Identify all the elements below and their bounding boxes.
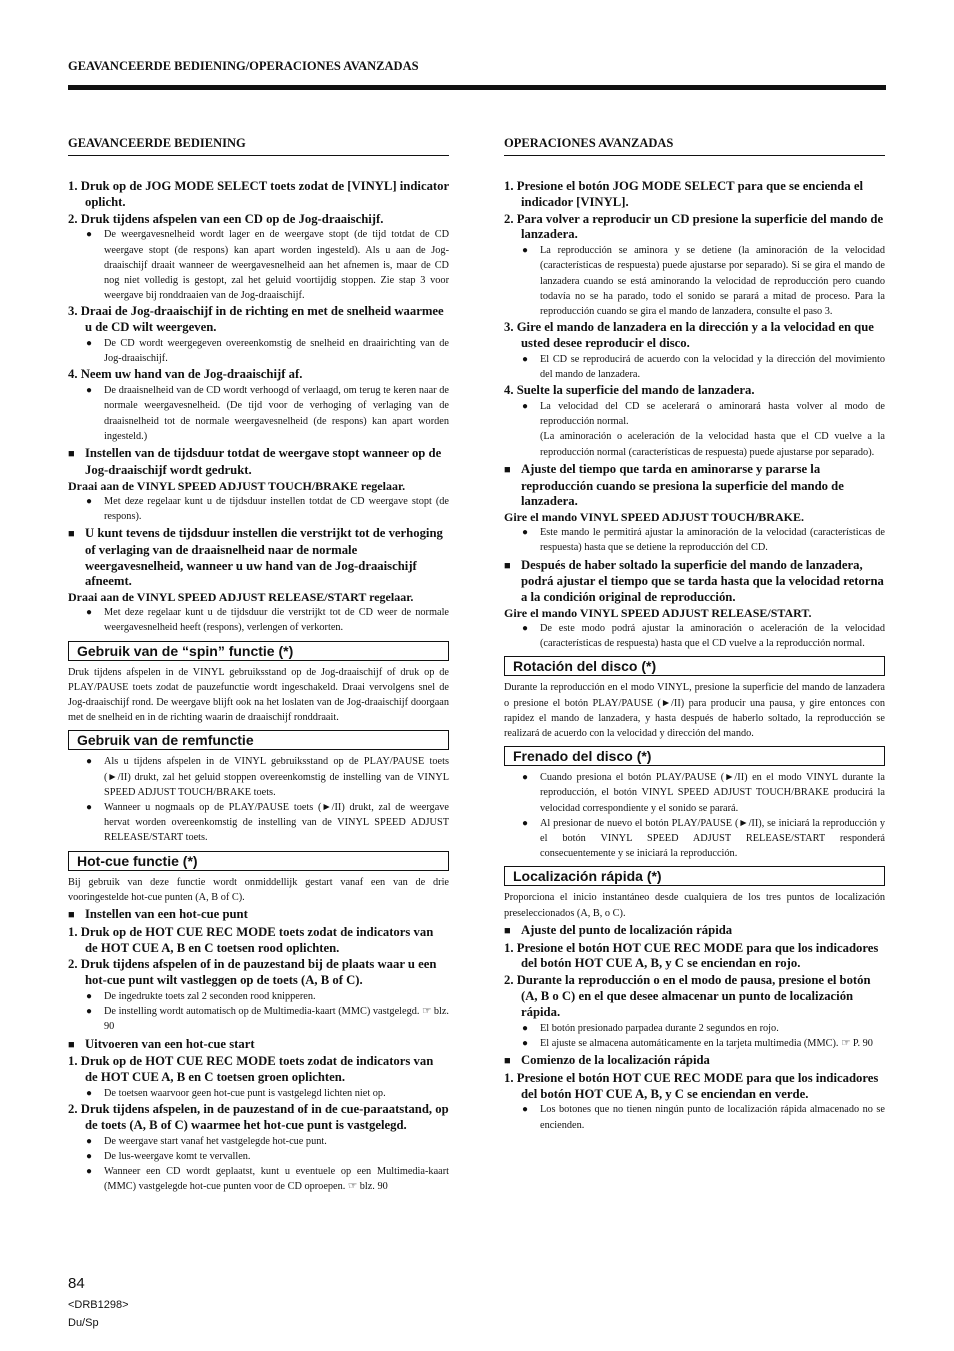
bullet-item: ● El ajuste se almacena automáticamente en la tarjeta multimedia (MMC). ☞ P. 90 — [504, 1036, 885, 1051]
bullet-icon: ● — [522, 245, 529, 257]
bullet-item: ● La velocidad del CD se acelerará o aminorará hasta volver al modo de reproducción normal. — [522, 401, 885, 428]
page-header: GEAVANCEERDE BEDIENING/OPERACIONES AVANZADAS — [68, 59, 419, 73]
bullet-item: ● Este mando le permitirá ajustar la aminoración de la velocidad (características de respuesta) hasta que se detiene la reproducción del CD. — [522, 527, 885, 554]
step: 4. Suelte la superficie del mando de lanzadera. — [504, 383, 755, 398]
step: 1. Presione el botón HOT CUE REC MODE para que los indicadores del botón HOT CUE A, B, y C se enciendan en verde. — [504, 1070, 879, 1101]
section-title-hot-cue: Hot-cue functie (*) — [68, 851, 449, 871]
bullet-item: ● De lus-weergave komt te vervallen. — [68, 1149, 449, 1164]
bullet-icon: ● — [86, 802, 93, 814]
square-icon: ■ — [68, 528, 75, 541]
language-code: Du/Sp — [68, 1317, 99, 1329]
bullet-icon: ● — [522, 1037, 529, 1049]
bullet-continuation: (La aminoración o aceleración de la velocidad hasta que el CD vuelve a la reproducción normal (características de respuesta) puede ajustarse por separado). — [540, 431, 885, 458]
step: 3. Draai de Jog-draaischijf in de richting en met de snelheid waarmee u de CD wilt weergeven. — [68, 304, 444, 335]
paragraph: Durante la reproducción en el modo VINYL, presione la superficie del mando de lanzadera o presione el botón PLAY/PAUSE (►/II) para producir una pausa, y gire entonces con rapidez el mando de lanzadera, y hasta después de haberlo soltado, la reproducción se realizará de acuerdo con la velocidad y dirección del mando. — [504, 682, 885, 740]
paragraph: Proporciona el inicio instantáneo desde cualquiera de los tres puntos de localización preseleccionados (A, B, o C). — [504, 892, 885, 919]
step: 2. Durante la reproducción o en el modo de pausa, presione el botón (A, B o C) en el que desee almacenar un punto de localización rápida. — [504, 973, 871, 1019]
bullet-icon: ● — [522, 401, 529, 412]
square-icon: ■ — [68, 448, 75, 461]
section-title-frenado: Frenado del disco (*) — [504, 746, 885, 766]
section-title-remfunctie: Gebruik van de remfunctie — [68, 730, 449, 750]
header-rule — [68, 85, 886, 90]
bullet-item: ● El botón presionado parpadea durante 2 segundos en rojo. — [504, 1021, 885, 1036]
bullet-item: ● La reproducción se aminora y se detiene (la aminoración de la velocidad (características de respuesta) puede ajustarse por separado). Si se gira el mando de lanzadera cuando se está aminorando la velocidad de reproducción pero cuando todavía no se ha parado, todo el sonido se parará a mitad de proceso. Para la reproducción cuando se gira el mando de lanzadera, consulte el paso 3. — [522, 245, 885, 317]
paragraph: Bij gebruik van deze functie wordt onmiddellijk gestart vanaf een van de drie vooringestelde hot-cue punten (A, B of C). — [68, 876, 449, 903]
bullet-icon: ● — [86, 991, 93, 1003]
bullet-item: ● De CD wordt weergegeven overeenkomstig de snelheid en draairichting van de Jog-draaischijf. — [86, 338, 449, 365]
bullet-icon: ● — [86, 1166, 93, 1178]
subheading: Gire el mando VINYL SPEED ADJUST RELEASE/START. — [504, 606, 812, 620]
square-heading: ■ Después de haber soltado la superficie del mando de lanzadera, podrá ajustar el tiempo que se tarda hasta que la velocidad retorna a la condición original de reproducción. — [504, 557, 884, 605]
square-icon: ■ — [504, 1055, 511, 1068]
square-icon: ■ — [68, 1038, 75, 1051]
step: 3. Gire el mando de lanzadera en la dirección y a la velocidad en que usted desee reproducir el disco. — [504, 320, 874, 350]
step: 2. Druk tijdens afspelen van een CD op de Jog-draaischijf. — [68, 211, 384, 226]
step: 4. Neem uw hand van de Jog-draaischijf af. — [68, 367, 303, 382]
bullet-item: ● El CD se reproducirá de acuerdo con la velocidad y la dirección del movimiento del mando de lanzadera. — [522, 353, 885, 380]
right-title: OPERACIONES AVANZADAS — [504, 136, 885, 156]
bullet-icon: ● — [86, 229, 93, 241]
step: 2. Para volver a reproducir un CD presione la superficie del mando de lanzadera. — [504, 211, 884, 242]
step: 1. Druk op de JOG MODE SELECT toets zodat de [VINYL] indicator oplicht. — [68, 179, 449, 209]
bullet-item: ● Al presionar de nuevo el botón PLAY/PAUSE (►/II), se iniciará la reproducción y el botón VINYL SPEED ADJUST RELEASE/START responderá consecuentemente y se iniciará la reproducción. — [522, 817, 885, 860]
bullet-item: ● Met deze regelaar kunt u de tijdsduur instellen totdat de CD weergave stopt (de respons). — [86, 495, 449, 522]
page-number: 84 — [68, 1275, 85, 1292]
subheading: Gire el mando VINYL SPEED ADJUST TOUCH/BRAKE. — [504, 510, 804, 525]
bullet-item: ● Cuando presiona el botón PLAY/PAUSE (►/II) en el modo VINYL durante la reproducción, el botón VINYL SPEED ADJUST TOUCH/BRAKE producirá la velocidad correspondiente y el sonido se parará. — [522, 772, 885, 814]
bullet-icon: ● — [86, 338, 93, 349]
bullet-item: ● Wanneer u nogmaals op de PLAY/PAUSE toets (►/II) drukt, zal de weergave hervat worden overeenkomstig de instelling van de VINYL SPEED ADJUST RELEASE/START toets. — [86, 802, 449, 844]
bullet-icon: ● — [86, 495, 93, 507]
bullet-item: ● De instelling wordt automatisch op de Multimedia-kaart (MMC) vastgelegd. ☞ blz. 90 — [86, 1006, 449, 1033]
bullet-icon: ● — [86, 1151, 93, 1163]
bullet-item: ● Wanneer een CD wordt geplaatst, kunt u eventuele op een Multimedia-kaart (MMC) vastgelegde hot-cue punten voor de CD oproepen. ☞ blz. 90 — [86, 1166, 449, 1193]
square-heading: ■ Ajuste del tiempo que tarda en aminorarse y pararse la reproducción cuando se presiona la superficie del mando de lanzadera. — [504, 461, 844, 509]
bullet-icon: ● — [522, 772, 529, 784]
square-icon: ■ — [504, 463, 511, 476]
square-heading: ■ U kunt tevens de tijdsduur instellen die verstrijkt tot de verhoging of verlaging van de draaisnelheid naar de normale weergavesnelheid, wanneer u uw hand van de Jog-draaischijf afneemt. — [68, 526, 443, 589]
bullet-item: ● De weergave start vanaf het vastgelegde hot-cue punt. — [68, 1134, 449, 1149]
bullet-item: ● De weergavesnelheid wordt lager en de weergave stopt (de tijd totdat de CD weergave stopt (de respons) kan apart worden ingesteld). Als u aan de Jog-draaischijf draait wanneer de weergavesnelheid aan het afnemen is, maar de CD nog niet volledig is gestopt, zal het geluid voortijdig stoppen. Zie stap 3 voor weergave bij ronddraaien van de Jog-draaischijf. — [86, 229, 449, 302]
bullet-icon: ● — [86, 756, 93, 768]
bullet-item: ● De toetsen waarvoor geen hot-cue punt is vastgelegd lichten niet op. — [68, 1086, 449, 1101]
bullet-icon: ● — [522, 527, 529, 539]
bullet-item: ● Met deze regelaar kunt u de tijdsduur die verstrijkt tot de CD weer de normale weergavesnelheid heeft (respons), verlengen of verkorten. — [86, 607, 449, 634]
step: 2. Druk tijdens afspelen of in de pauzestand bij de plaats waar u een hot-cue punt wilt vastleggen op de toets (A, B of C). — [68, 957, 437, 988]
subheading: Draai aan de VINYL SPEED ADJUST TOUCH/BRAKE regelaar. — [68, 478, 406, 493]
step: 2. Druk tijdens afspelen, in de pauzestand of in de cue-paraatstand, op de toets (A, B of C) waarmee het hot-cue punt is vastgelegd. — [68, 1102, 449, 1133]
square-heading: ■ Comienzo de la localización rápida — [504, 1053, 885, 1070]
subheading: Draai aan de VINYL SPEED ADJUST RELEASE/START regelaar. — [68, 590, 414, 605]
bullet-icon: ● — [522, 1104, 529, 1116]
left-title: GEAVANCEERDE BEDIENING — [68, 136, 449, 156]
right-column — [504, 136, 885, 1133]
bullet-icon: ● — [522, 817, 529, 829]
bullet-icon: ● — [522, 353, 529, 365]
square-heading: ■ Instellen van een hot-cue punt — [68, 907, 449, 924]
section-title-localizacion: Localización rápida (*) — [504, 866, 885, 886]
bullet-item: ● De draaisnelheid van de CD wordt verhoogd of verlaagd, om terug te keren naar de normale weergavesnelheid. (De tijd voor de verhoging of verlaging van de draaisnelheid tot de normale weergavesnelheid (de respons) kan apart worden ingesteld.) — [86, 385, 449, 442]
bullet-item: ● Los botones que no tienen ningún punto de localización rápida almacenado no se encienden. — [522, 1104, 885, 1131]
document-code: <DRB1298> — [68, 1299, 129, 1311]
bullet-item: ● Als u tijdens afspelen in de VINYL gebruiksstand op de PLAY/PAUSE toets (►/II) drukt, zal het geluid stoppen overeenkomstig de instelling van de VINYL SPEED ADJUST TOUCH/BRAKE toets. — [86, 756, 449, 798]
step: 1. Druk op de HOT CUE REC MODE toets zodat de indicators van de HOT CUE A, B en C toetsen groen oplichten. — [68, 1054, 434, 1085]
bullet-icon: ● — [86, 1006, 93, 1018]
step: 1. Druk op de HOT CUE REC MODE toets zodat de indicators van de HOT CUE A, B en C toetsen rood oplichten. — [68, 924, 434, 955]
square-icon: ■ — [68, 909, 75, 922]
section-title-rotacion: Rotación del disco (*) — [504, 656, 885, 676]
bullet-icon: ● — [86, 1088, 93, 1100]
square-heading: ■ Ajuste del punto de localización rápida — [504, 923, 885, 940]
left-column — [68, 136, 449, 1195]
step: 1. Presione el botón HOT CUE REC MODE para que los indicadores del botón HOT CUE A, B, y C se enciendan en rojo. — [504, 940, 879, 971]
square-icon: ■ — [504, 559, 511, 572]
square-heading: ■ Instellen van de tijdsduur totdat de weergave stopt wanneer op de Jog-draaischijf wordt gedrukt. — [68, 446, 442, 477]
bullet-icon: ● — [86, 607, 93, 619]
paragraph: Druk tijdens afspelen in de VINYL gebruiksstand op de Jog-draaischijf of druk op de PLAY/PAUSE toets zodat de pauzefunctie wordt ingeschakeld. Draai vervolgens snel de Jog-draaischijf rond. De weergave blijft ook na het loslaten van de Jog-draaischijf doorgaan met de snelheid en in de richting waarin de draaischijf ronddraait. — [68, 666, 449, 724]
bullet-icon: ● — [522, 1022, 529, 1034]
square-icon: ■ — [504, 924, 511, 937]
bullet-item: ● De ingedrukte toets zal 2 seconden rood knipperen. — [68, 989, 449, 1004]
section-title-spin: Gebruik van de “spin” functie (*) — [68, 641, 449, 661]
step: 1. Presione el botón JOG MODE SELECT para que se encienda el indicador [VINYL]. — [504, 179, 864, 209]
bullet-icon: ● — [522, 623, 529, 634]
bullet-icon: ● — [86, 385, 93, 397]
square-heading: ■ Uitvoeren van een hot-cue start — [68, 1037, 449, 1054]
bullet-item: ● De este modo podrá ajustar la aminoración o aceleración de la velocidad (características de respuesta) hasta que el CD vuelve a la reproducción normal. — [522, 623, 885, 650]
bullet-icon: ● — [86, 1135, 93, 1147]
